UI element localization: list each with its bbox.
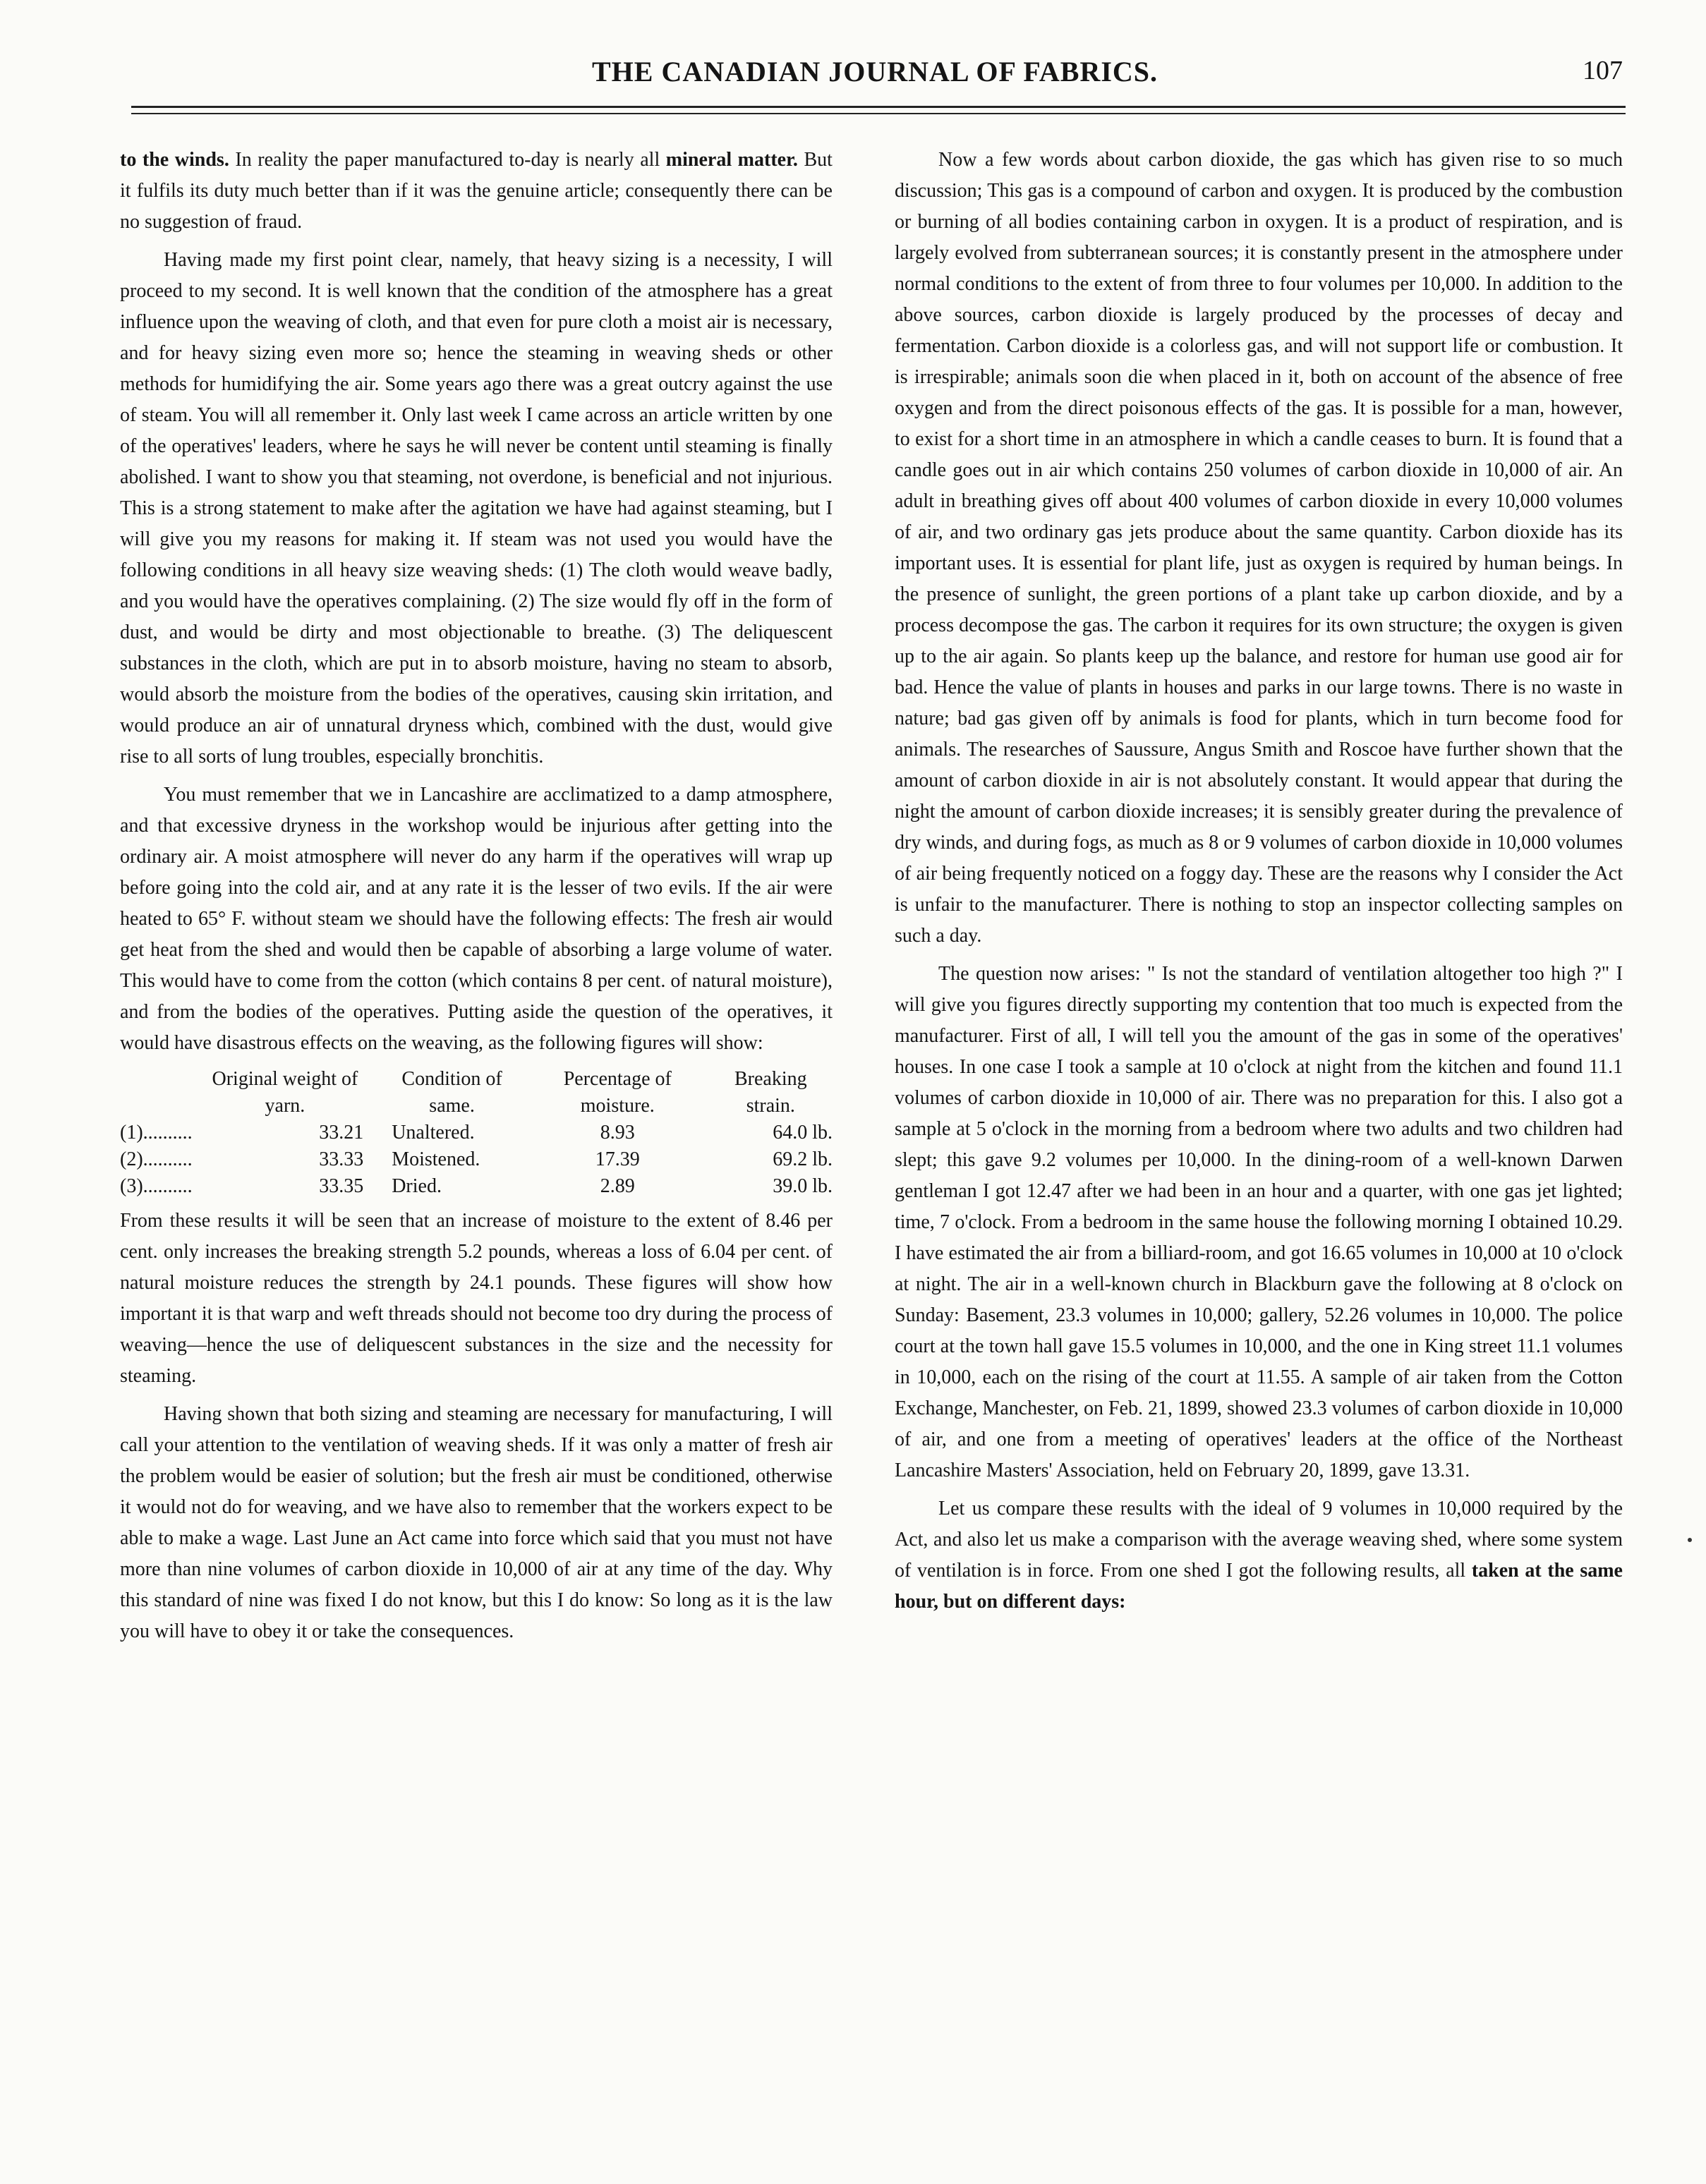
moisture-cell: 2.89 [600, 1175, 635, 1197]
row-label: (2).......... [120, 1148, 193, 1170]
text-run: Let us compare these results with the ideal of 9 volumes in 10,000 required by the Act, and also let us make a comparison with the average weaving shed, where some system of ventilation is in force. From one shed I got the following results, all [895, 1498, 1623, 1582]
table-header: Percentage of moisture. [563, 1068, 672, 1117]
condition-cell: Moistened. [392, 1148, 480, 1170]
moisture-cell: 17.39 [595, 1148, 640, 1170]
bold-text: to the winds. [120, 149, 229, 171]
table-header-row [120, 1066, 833, 1120]
yarn-moisture-table [120, 1066, 833, 1200]
bold-text: taken at the same hour, but on different days: [895, 1560, 1623, 1613]
paragraph: Having made my first point clear, namely, that heavy sizing is a necessity, I will proceed to my second. It is well known that the condition of the atmosphere has a great influence upon the weaving of cloth, and that even for pure cloth a moist air is necessary, and for heavy sizing even more so; hence the steaming in weaving sheds or other methods for humidifying the air. Some years ago there was a great outcry against the use of steam. You will all remember it. Only last week I came across an article written by one of the operatives' leaders, where he says he will never be content until steaming is finally abolished. I want to show you that steaming, not overdone, is beneficial and not injurious. This is a strong statement to make after the agitation we have had against steaming, but I will give you my reasons for making it. If steam was not used you would have the following conditions in all heavy size weaving sheds: (1) The cloth would weave badly, and you would have the operatives complaining. (2) The size would fly off in the form of dust, and would be dirty and most objectionable to breathe. (3) The deliquescent substances in the cloth, which are put in to absorb moisture, having no steam to absorb, would absorb the moisture from the bodies of the operatives, causing skin irritation, and would produce an air of unnatural dryness which, combined with the dust, would give rise to all sorts of lung troubles, especially bronchitis. [120, 249, 833, 768]
weight-cell: 33.21 [319, 1122, 364, 1143]
strain-cell: 69.2 lb. [773, 1148, 833, 1170]
header-rule [131, 106, 1626, 108]
paragraph [120, 145, 833, 238]
table-row [120, 1146, 833, 1173]
weight-cell: 33.33 [319, 1148, 364, 1170]
moisture-cell: 8.93 [600, 1122, 635, 1143]
header-rule-double [131, 113, 1626, 114]
row-label: (3).......... [120, 1175, 193, 1197]
weight-cell: 33.35 [319, 1175, 364, 1197]
row-label: (1).......... [120, 1122, 193, 1143]
table-row [120, 1120, 833, 1146]
journal-title: THE CANADIAN JOURNAL OF FABRICS. [591, 56, 1158, 87]
table-header [120, 1066, 193, 1120]
page-number: 107 [1583, 56, 1623, 85]
page-header [127, 55, 1623, 97]
strain-cell: 64.0 lb. [773, 1122, 833, 1143]
table-header: Original weight of yarn. [212, 1068, 358, 1117]
print-speck [1688, 1538, 1692, 1542]
right-column [895, 145, 1623, 1618]
paragraph: Now a few words about carbon dioxide, the gas which has given rise to so much discussion; This gas is a compound of carbon and oxygen. It is produced by the combustion or burning of all bodies containing carbon in oxygen. It is a product of respiration, and is largely evolved from subterranean sources; it is constantly present in the atmosphere under normal conditions to the extent of from three to four volumes per 10,000. In addition to the above sources, carbon dioxide is largely produced by the processes of decay and fermentation. Carbon dioxide is a colorless gas, and will not support life or combustion. It is irrespirable; animals soon die when placed in it, both on account of the absence of free oxygen and from the direct poisonous effects of the gas. It is possible for a man, however, to exist for a short time in an atmosphere in which a candle ceases to burn. It is found that a candle goes out in air which contains 250 volumes of carbon dioxide in 10,000 of air. An adult in breathing gives off about 400 volumes of carbon dioxide in every 10,000 volumes of air, and two ordinary gas jets produce about the same quantity. Carbon dioxide has its important uses. It is essential for plant life, just as oxygen is required by human beings. In the presence of sunlight, the green portions of a plant take up carbon dioxide, and by a process decompose the gas. The carbon it requires for its own structure; the oxygen is given up to the air again. So plants keep up the balance, and restore for human use good air for bad. Hence the value of plants in houses and parks in our large towns. There is no waste in nature; bad gas given off by animals is food for plants, which in turn become food for animals. The researches of Saussure, Angus Smith and Roscoe have further shown that the amount of carbon dioxide in air is not absolutely constant. It would appear that during the night the amount of carbon dioxide increases; it is sensibly greater during the prevalence of dry winds, and during fogs, as much as 8 or 9 volumes of carbon dioxide in 10,000 volumes of air being frequently noticed on a foggy day. These are the reasons why I consider the Act is unfair to the manufacturer. There is nothing to stop an inspector collecting samples on such a day. [895, 149, 1623, 947]
table-row [120, 1173, 833, 1200]
paragraph: Having shown that both sizing and steaming are necessary for manufacturing, I will call your attention to the ventilation of weaving sheds. If it was only a matter of fresh air the problem would be easier of solution; but the fresh air must be conditioned, otherwise it would not do for weaving, and we have also to remember that the workers expect to be able to make a wage. Last June an Act came into force which said that you must not have more than nine volumes of carbon dioxide in 10,000 of air at any time of the day. Why this standard of nine was fixed I do not know, but this I do know: So long as it is the law you will have to obey it or take the consequences. [120, 1403, 833, 1642]
paragraph: The question now arises: " Is not the standard of ventilation altogether too high ?" I will give you figures directly supporting my contention that too much is expected from the manufacturer. First of all, I will tell you the amount of the gas in some of the operatives' houses. In one case I took a sample at 10 o'clock at night from the kitchen and found 11.1 volumes of carbon dioxide in 10,000 of air. There was no preparation for this. I also got a sample at 5 o'clock in the morning from a bedroom where two adults and two children had slept; this gave 9.2 volumes per 10,000. In the dining-room of a well-known Darwen gentleman I got 12.47 after we had been in an hour and a quarter, with one gas jet lighted; time, 7 o'clock. From a bedroom in the same house the following morning I obtained 10.29. I have estimated the air from a billiard-room, and got 16.65 volumes in 10,000 at 10 o'clock at night. The air in a well-known church in Blackburn gave the following at 8 o'clock on Sunday: Basement, 23.3 volumes in 10,000; gallery, 52.26 volumes in 10,000. The police court at the town hall gave 15.5 volumes in 10,000, and the one in King street 11.1 volumes in 10,000, each on the rising of the court at 11.55. A sample of air taken from the Cotton Exchange, Manchester, on Feb. 21, 1899, showed 23.3 volumes of carbon dioxide in 10,000 of air, and one from a meeting of operatives' leaders at the office of the Northeast Lancashire Masters' Association, held on February 20, 1899, gave 13.31. [895, 963, 1623, 1481]
text-run: But it fulfils its duty much better than if it was the genuine article; consequently there can be no suggestion of fraud. [120, 149, 833, 233]
condition-cell: Unaltered. [392, 1122, 475, 1143]
strain-cell: 39.0 lb. [773, 1175, 833, 1197]
table-header: Condition of same. [401, 1068, 502, 1117]
left-column [120, 145, 833, 1647]
paragraph [895, 1493, 1623, 1618]
paragraph: You must remember that we in Lancashire are acclimatized to a damp atmosphere, and that excessive dryness in the workshop would be injurious after getting into the ordinary air. A moist atmosphere will never do any harm if the operatives will wrap up before going into the cold air, and at any rate it is the lesser of two evils. If the air were heated to 65° F. without steam we should have the following effects: The fresh air would get heat from the shed and would then be capable of absorbing a large volume of water. This would have to come from the cotton (which contains 8 per cent. of natural moisture), and from the bodies of the operatives. Putting aside the question of the operatives, it would have disastrous effects on the weaving, as the following figures will show: [120, 784, 833, 1054]
paragraph: From these results it will be seen that an increase of moisture to the extent of 8.46 per cent. only increases the breaking strength 5.2 pounds, whereas a loss of 6.04 per cent. of natural moisture reduces the strength by 24.1 pounds. These figures will show how important it is that warp and weft threads should not become too dry during the process of weaving—hence the use of deliquescent substances in the size and the necessity for steaming. [120, 1210, 833, 1387]
table-header: Breaking strain. [734, 1068, 807, 1117]
bold-text: mineral matter. [665, 149, 798, 171]
condition-cell: Dried. [392, 1175, 442, 1197]
text-run: In reality the paper manufactured to-day is nearly all [229, 149, 666, 171]
